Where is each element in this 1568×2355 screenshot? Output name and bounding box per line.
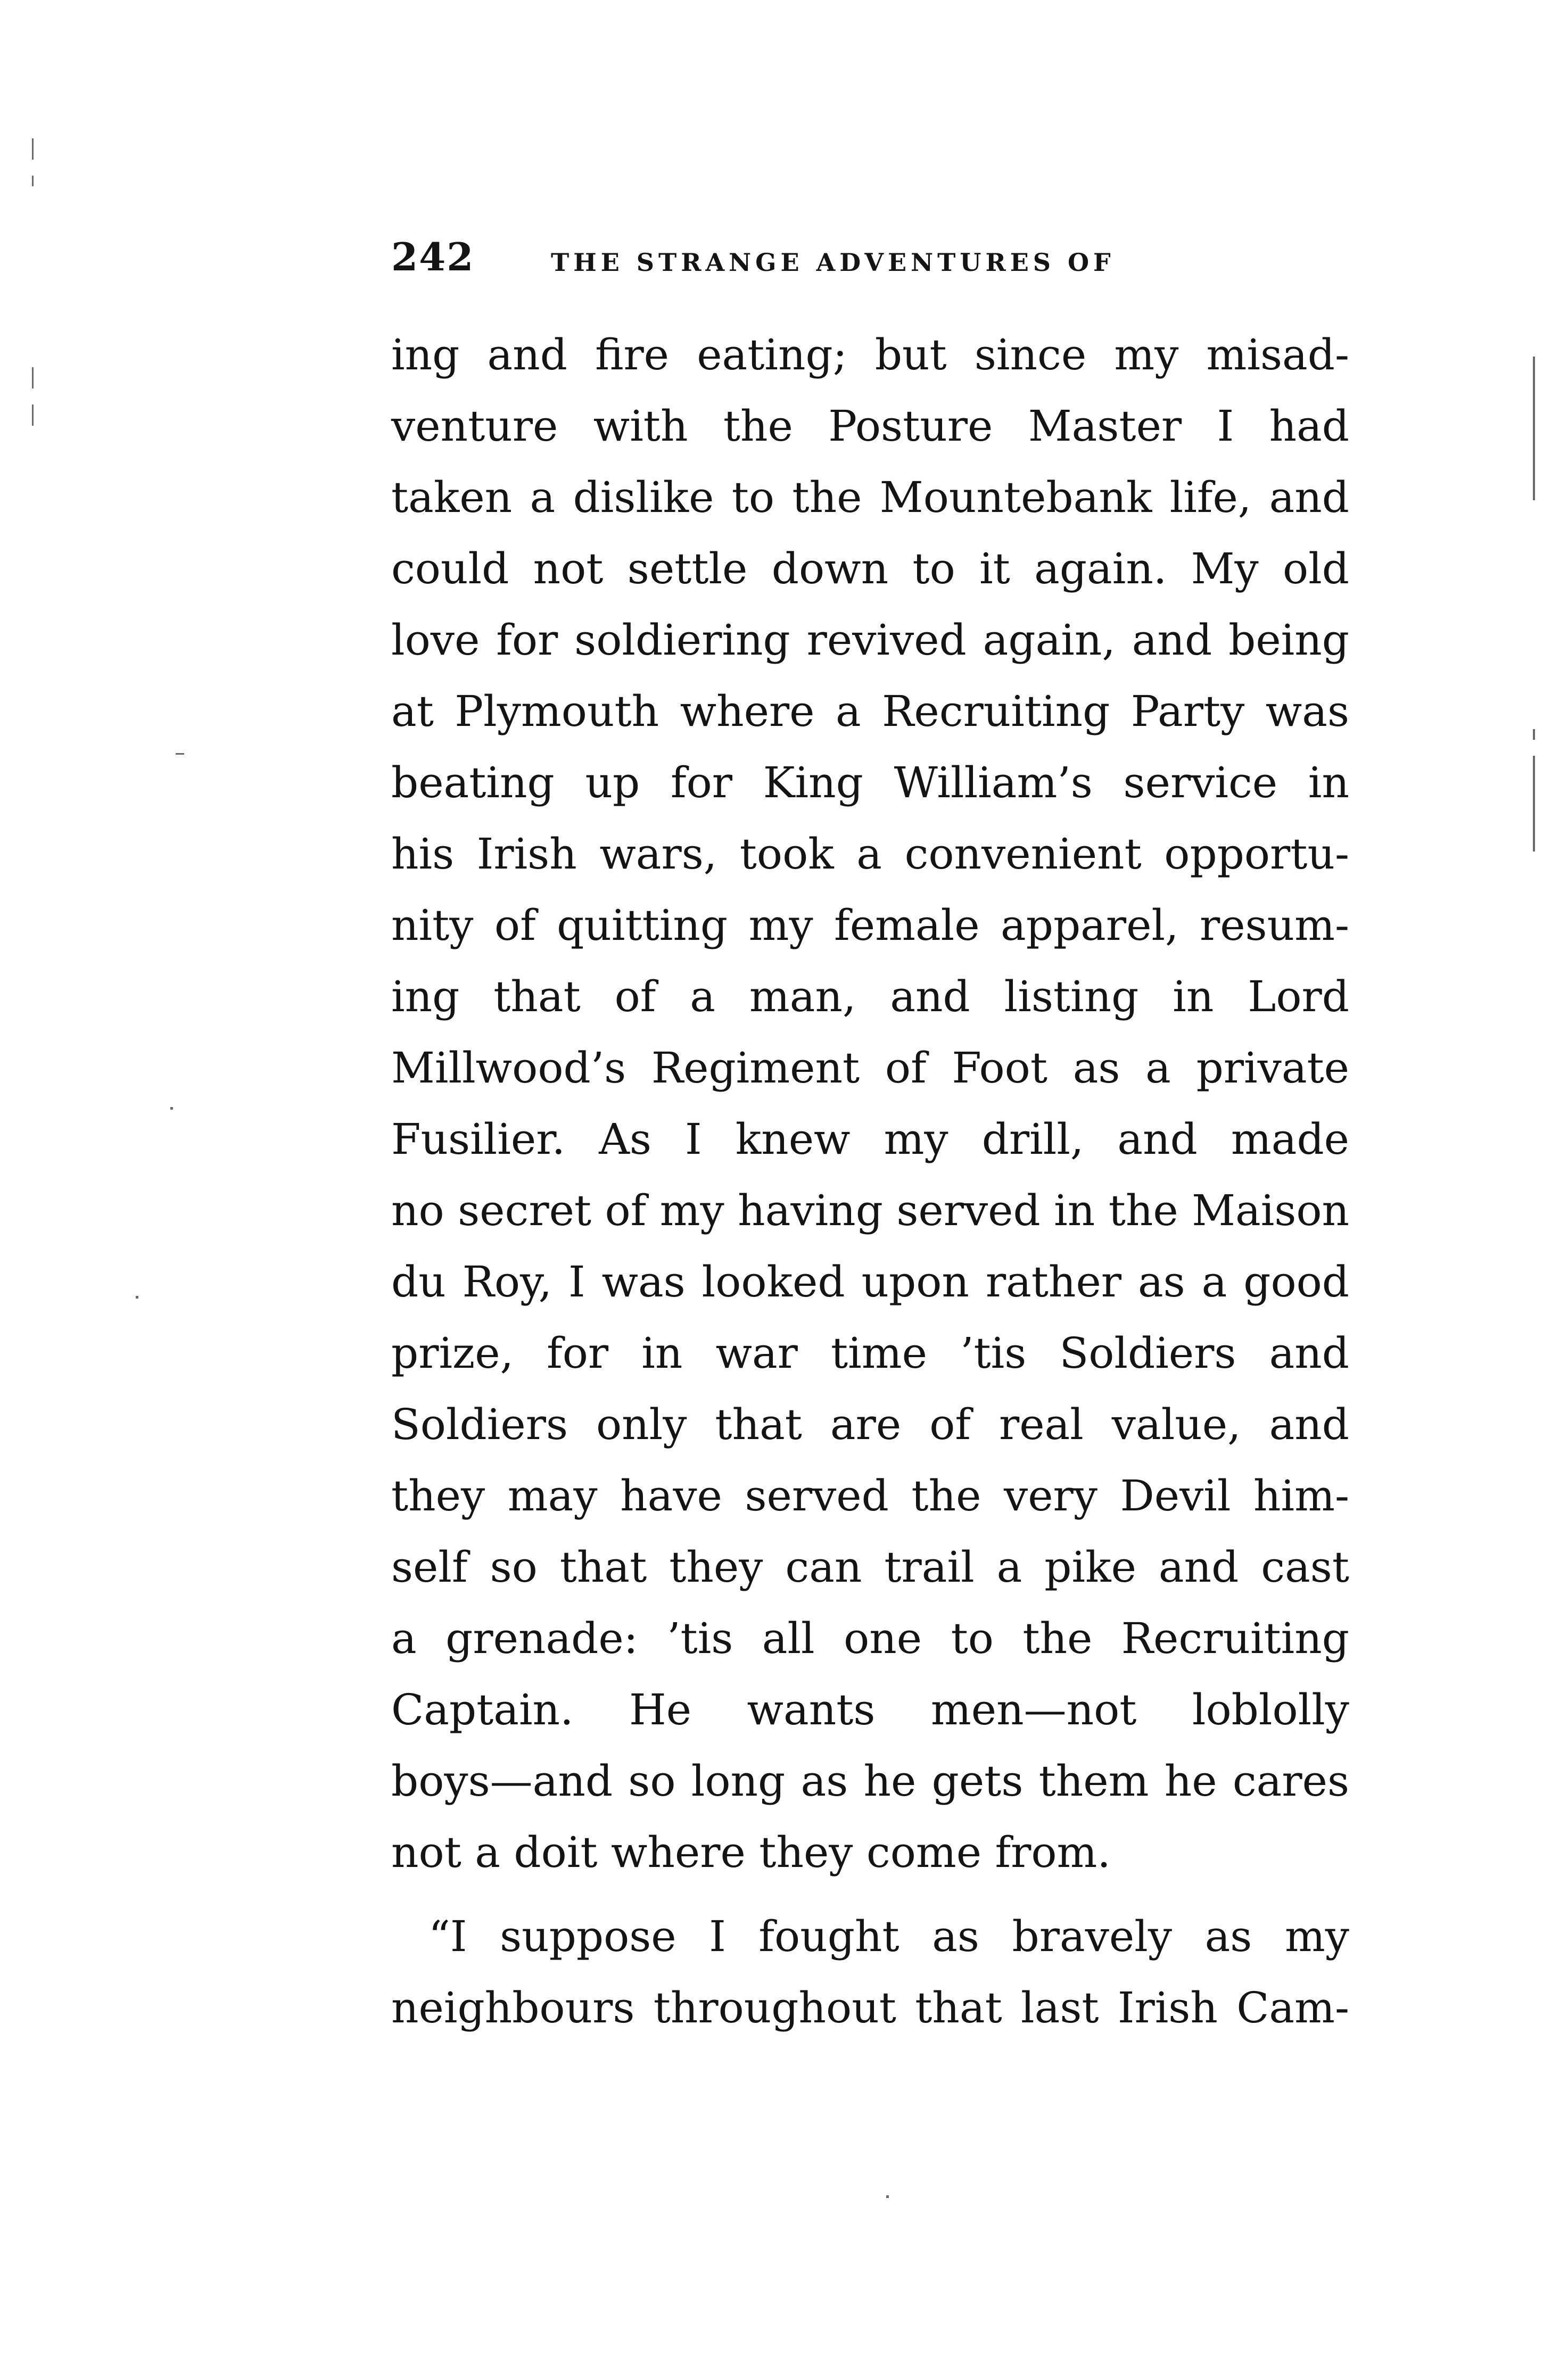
text-line: his Irish wars, took a convenient opportu- xyxy=(391,829,1349,879)
page-number: 242 xyxy=(391,234,475,279)
scan-speck xyxy=(1533,756,1535,852)
text-line: love for soldiering revived again, and being xyxy=(391,615,1349,665)
scan-speck xyxy=(32,176,34,186)
text-line: prize, for in war time ’tis Soldiers and xyxy=(391,1328,1349,1378)
scan-speck xyxy=(176,753,184,755)
paragraph-last-line: not a doit where they come from. xyxy=(391,1828,1111,1877)
scan-speck xyxy=(1533,729,1535,740)
page-header xyxy=(391,234,1349,293)
text-line: a grenade: ’tis all one to the Recruiting xyxy=(391,1614,1349,1663)
body-text xyxy=(391,319,1349,2044)
text-line: Fusilier. As I knew my drill, and made xyxy=(391,1114,1349,1164)
text-line: Millwood’s Regiment of Foot as a private xyxy=(391,1043,1349,1093)
text-line: “I suppose I fought as bravely as my xyxy=(428,1912,1349,1961)
text-line: du Roy, I was looked upon rather as a good xyxy=(391,1257,1349,1307)
running-head: THE STRANGE ADVENTURES OF xyxy=(551,248,1115,277)
text-line: venture with the Posture Master I had xyxy=(391,401,1349,451)
scan-speck xyxy=(136,1296,138,1299)
text-line: ing that of a man, and listing in Lord xyxy=(391,972,1349,1021)
text-line: boys—and so long as he gets them he cares xyxy=(391,1756,1349,1806)
text-line: Captain. He wants men—not loblolly xyxy=(391,1685,1349,1734)
scan-speck xyxy=(32,404,34,426)
text-line: ing and fire eating; but since my misad- xyxy=(391,330,1349,379)
scan-speck xyxy=(32,138,34,160)
text-line: self so that they can trail a pike and cast xyxy=(391,1542,1349,1592)
text-line: they may have served the very Devil him- xyxy=(391,1471,1349,1521)
text-line: beating up for King William’s service in xyxy=(391,758,1349,807)
text-line: no secret of my having served in the Maison xyxy=(391,1186,1350,1235)
text-line: nity of quitting my female apparel, resum- xyxy=(391,900,1349,950)
scan-speck xyxy=(886,2195,889,2198)
scan-speck xyxy=(170,1107,173,1110)
text-line: at Plymouth where a Recruiting Party was xyxy=(391,687,1349,736)
scan-speck xyxy=(1533,357,1535,500)
text-line: Soldiers only that are of real value, and xyxy=(391,1400,1349,1449)
text-line: could not settle down to it again. My old xyxy=(391,544,1349,593)
text-line: taken a dislike to the Mountebank life, and xyxy=(391,473,1349,522)
scan-speck xyxy=(32,367,34,389)
text-line: neighbours throughout that last Irish Cam- xyxy=(391,1983,1349,2032)
paragraph-gap xyxy=(391,1888,1349,1901)
